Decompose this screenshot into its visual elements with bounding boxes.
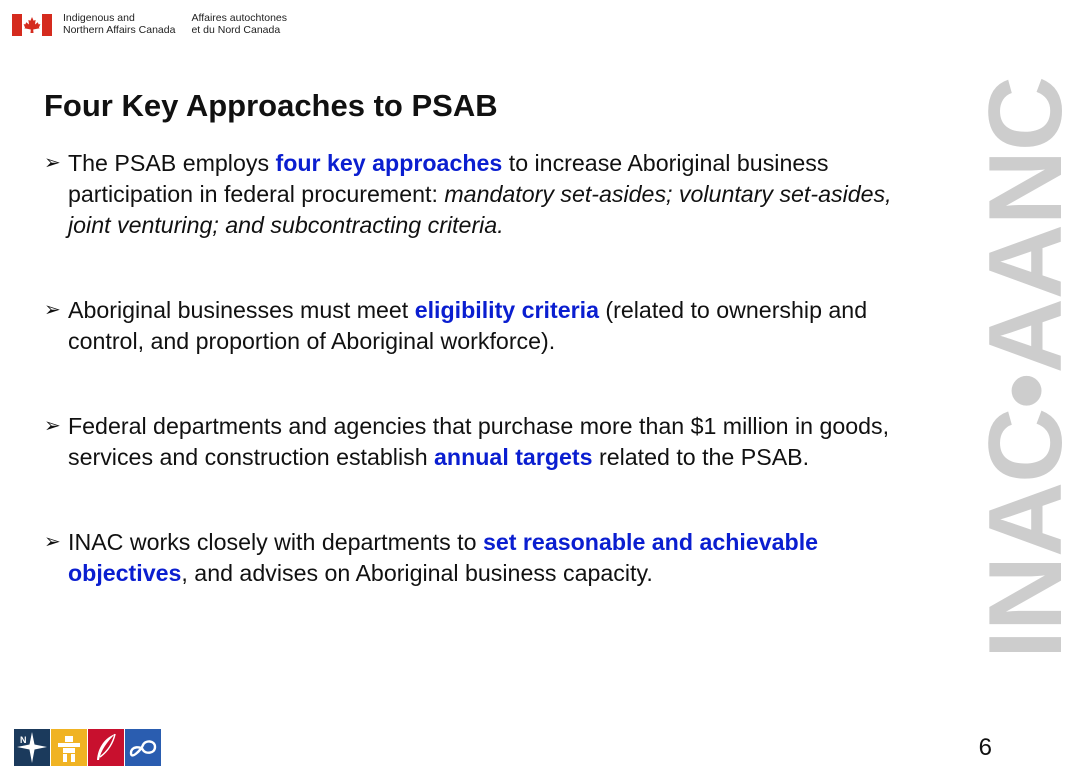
bullet-highlight: four key approaches bbox=[275, 150, 503, 176]
bullet-annual-targets bbox=[44, 411, 914, 473]
bullet-italic-text: mandatory set-asides; voluntary set-asides, joint venturing; and subcontracting criteria. bbox=[68, 181, 892, 238]
canada-flag-logo bbox=[12, 14, 52, 36]
bullet-text: to increase Aboriginal business participation in federal procurement: bbox=[68, 150, 829, 207]
feather-logo-icon bbox=[88, 729, 124, 766]
bullet-text: Federal departments and agencies that purchase more than $1 million in goods, services and construction establish bbox=[68, 413, 890, 470]
department-name-fr bbox=[191, 12, 287, 36]
footer-logos bbox=[14, 729, 162, 766]
bullet-arrow-icon: ➢ bbox=[44, 531, 61, 553]
bullet-highlight: eligibility criteria bbox=[414, 297, 599, 323]
bullet-text: The PSAB employs bbox=[68, 150, 276, 176]
slide-title: Four Key Approaches to PSAB bbox=[44, 88, 498, 123]
bullet-four-key-approaches bbox=[44, 148, 914, 241]
bullet-eligibility-criteria bbox=[44, 295, 914, 357]
bullet-highlight: set reasonable and achievable objectives bbox=[68, 529, 819, 586]
bullet-text: , and advises on Aboriginal business capacity. bbox=[181, 560, 653, 586]
bullet-arrow-icon: ➢ bbox=[44, 152, 61, 174]
bullet-text: (related to ownership and control, and proportion of Aboriginal workforce). bbox=[68, 297, 868, 354]
department-name-en-line1: Indigenous and bbox=[63, 12, 135, 24]
infinity-logo-icon bbox=[125, 729, 161, 766]
inac-aanc-watermark bbox=[938, 28, 1084, 708]
department-name-fr-line2: et du Nord Canada bbox=[191, 24, 281, 36]
bullet-text: INAC works closely with departments to bbox=[68, 529, 483, 555]
bullet-highlight: annual targets bbox=[434, 444, 593, 470]
svg-text:N: N bbox=[20, 735, 27, 745]
department-name-fr-line1: Affaires autochtones bbox=[191, 12, 288, 24]
bullet-text: related to the PSAB. bbox=[592, 444, 810, 470]
page-number: 6 bbox=[978, 734, 992, 761]
watermark-text: INAC•AANC bbox=[968, 76, 1084, 660]
header bbox=[12, 12, 287, 42]
department-name-en bbox=[63, 12, 175, 36]
bullet-list bbox=[44, 148, 914, 589]
department-name-en-line2: Northern Affairs Canada bbox=[63, 24, 176, 36]
bullet-arrow-icon: ➢ bbox=[44, 415, 61, 437]
inukshuk-logo-icon bbox=[51, 729, 87, 766]
bullet-objectives bbox=[44, 527, 914, 589]
bullet-text: Aboriginal businesses must meet bbox=[68, 297, 415, 323]
compass-logo-icon bbox=[14, 729, 50, 766]
bullet-arrow-icon: ➢ bbox=[44, 299, 61, 321]
